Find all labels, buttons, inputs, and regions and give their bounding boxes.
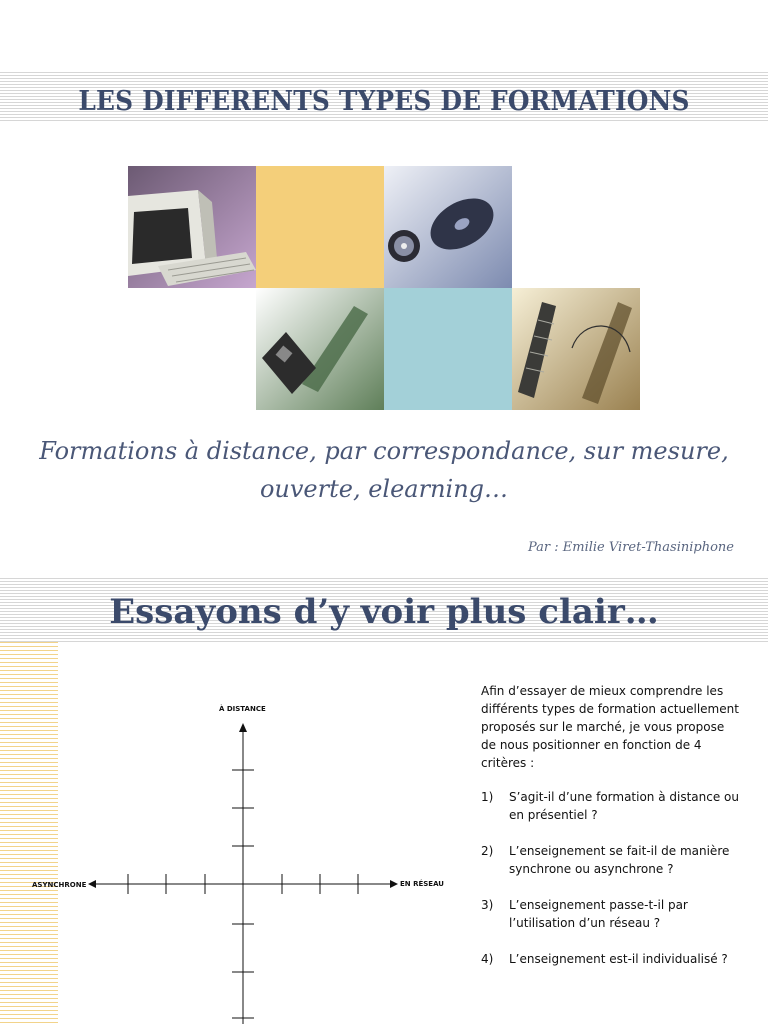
- yellow-block-tile: [256, 166, 384, 288]
- criterion-item: [481, 950, 741, 968]
- criterion-number: 2): [481, 844, 494, 858]
- cd-disc-photo-tile: [384, 166, 512, 288]
- keyboard-photo-tile: [512, 288, 640, 410]
- subtitle-line-1: Formations à distance, par correspondance, sur mesure,: [39, 437, 729, 465]
- criterion-item: [481, 896, 741, 932]
- criterion-number: 4): [481, 952, 494, 966]
- slide-2-title: Essayons d’y voir plus clair…: [109, 592, 659, 632]
- axis-label-right: EN RÉSEAU: [400, 880, 444, 888]
- axis-label-top: À DISTANCE: [219, 705, 266, 713]
- criteria-text: [481, 682, 741, 986]
- intro-paragraph: Afin d’essayer de mieux comprendre les différents types de formation actuellement proposés sur le marché, je vous propose de nous positionner en fonction de 4 critères :: [481, 684, 739, 770]
- axis-label-left: ASYNCHRONE: [32, 881, 87, 889]
- criterion-text: L’enseignement passe-t-il par l’utilisation d’un réseau ?: [509, 898, 688, 930]
- criterion-number: 1): [481, 790, 494, 804]
- slide-1-title: LES DIFFERENTS TYPES DE FORMATIONS: [78, 86, 690, 117]
- slide-1-subtitle: [0, 432, 768, 508]
- criterion-number: 3): [481, 898, 494, 912]
- blue-block-tile: [384, 288, 512, 410]
- criterion-text: S’agit-il d’une formation à distance ou en présentiel ?: [509, 790, 740, 822]
- arrow-up-icon: [239, 723, 247, 732]
- criterion-text: L’enseignement se fait-il de manière synchrone ou asynchrone ?: [509, 844, 730, 876]
- criterion-text: L’enseignement est-il individualisé ?: [509, 952, 728, 966]
- positioning-axes: [0, 578, 460, 1024]
- computer-photo-tile: [128, 166, 256, 288]
- floppy-disk-photo-tile: [256, 288, 384, 410]
- subtitle-line-2: ouverte, elearning…: [259, 475, 509, 503]
- arrow-right-icon: [390, 880, 398, 888]
- criterion-item: [481, 788, 741, 824]
- slide-2: [0, 578, 768, 1024]
- arrow-left-icon: [88, 880, 96, 888]
- author-credit: Par : Emilie Viret-Thasiniphone: [527, 540, 734, 555]
- criterion-item: [481, 842, 741, 878]
